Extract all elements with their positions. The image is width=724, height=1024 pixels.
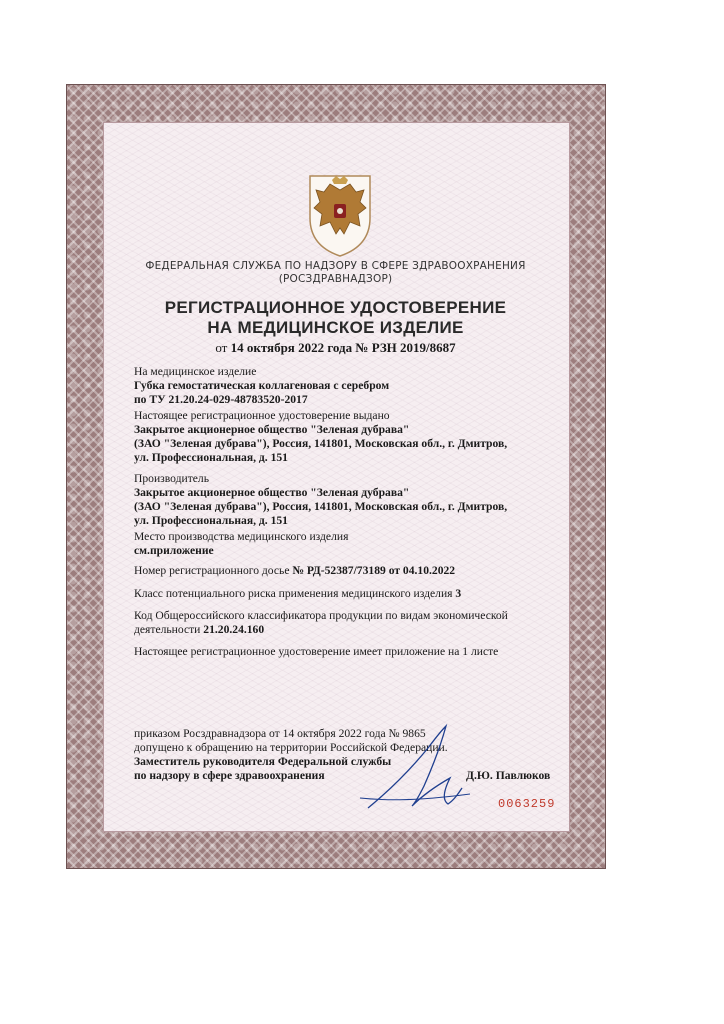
device-spec: по ТУ 21.20.24-029-48783520-2017 xyxy=(134,393,308,406)
signatory-position: Заместитель руководителя Федеральной службы xyxy=(134,755,392,768)
signatory-name: Д.Ю. Павлюков xyxy=(466,769,551,782)
coat-of-arms-icon xyxy=(300,168,380,258)
device-label: На медицинское изделие xyxy=(134,365,257,378)
annex-note: Настоящее регистрационное удостоверение имеет приложение на 1 листе xyxy=(134,645,499,658)
dossier-line xyxy=(134,564,455,578)
issued-street: ул. Профессиональная, д. 151 xyxy=(134,451,288,464)
okp-line xyxy=(134,623,264,637)
issue-date: 14 октября 2022 года xyxy=(230,340,353,355)
production-place-value: см.приложение xyxy=(134,544,214,557)
certificate-subtitle: НА МЕДИЦИНСКОЕ ИЗДЕЛИЕ xyxy=(207,318,464,337)
serial-number: 0063259 xyxy=(498,797,556,811)
issued-company: Закрытое акционерное общество "Зеленая дубрава" xyxy=(134,423,410,436)
issued-address: (ЗАО "Зеленая дубрава"), Россия, 141801, Московская обл., г. Дмитров, xyxy=(134,437,508,450)
issued-label: Настоящее регистрационное удостоверение выдано xyxy=(134,409,390,422)
order-line: приказом Росздравнадзора от 14 октября 2022 года № 9865 xyxy=(134,727,426,740)
agency-name: ФЕДЕРАЛЬНАЯ СЛУЖБА ПО НАДЗОРУ В СФЕРЕ ЗДРАВООХРАНЕНИЯ xyxy=(145,260,526,272)
agency-abbreviation: (РОСЗДРАВНАДЗОР) xyxy=(278,273,393,285)
manufacturer-address: (ЗАО "Зеленая дубрава"), Россия, 141801, Московская обл., г. Дмитров, xyxy=(134,500,508,513)
okp-label-cont: деятельности xyxy=(134,623,201,636)
number-sign: № xyxy=(355,340,369,355)
date-prefix: от xyxy=(215,340,228,355)
risk-class-label: Класс потенциального риска применения медицинского изделия xyxy=(134,587,453,600)
certificate-date-line xyxy=(103,340,568,356)
admission-line: допущено к обращению на территории Российской Федерации. xyxy=(134,741,448,754)
risk-class-line xyxy=(134,587,461,601)
dossier-label: Номер регистрационного досье xyxy=(134,564,290,577)
manufacturer-street: ул. Профессиональная, д. 151 xyxy=(134,514,288,527)
risk-class-value: 3 xyxy=(455,587,462,600)
signatory-position-cont: по надзору в сфере здравоохранения xyxy=(134,769,325,782)
device-name: Губка гемостатическая коллагеновая с серебром xyxy=(134,379,390,392)
certificate-title: РЕГИСТРАЦИОННОЕ УДОСТОВЕРЕНИЕ xyxy=(164,298,507,317)
production-place-label: Место производства медицинского изделия xyxy=(134,530,349,543)
certificate-number: РЗН 2019/8687 xyxy=(371,340,456,355)
dossier-value: № РД-52387/73189 от 04.10.2022 xyxy=(292,564,456,577)
okp-label: Код Общероссийского классификатора продукции по видам экономической xyxy=(134,609,508,622)
okp-code: 21.20.24.160 xyxy=(203,623,265,636)
manufacturer-label: Производитель xyxy=(134,472,209,485)
manufacturer-company: Закрытое акционерное общество "Зеленая дубрава" xyxy=(134,486,410,499)
